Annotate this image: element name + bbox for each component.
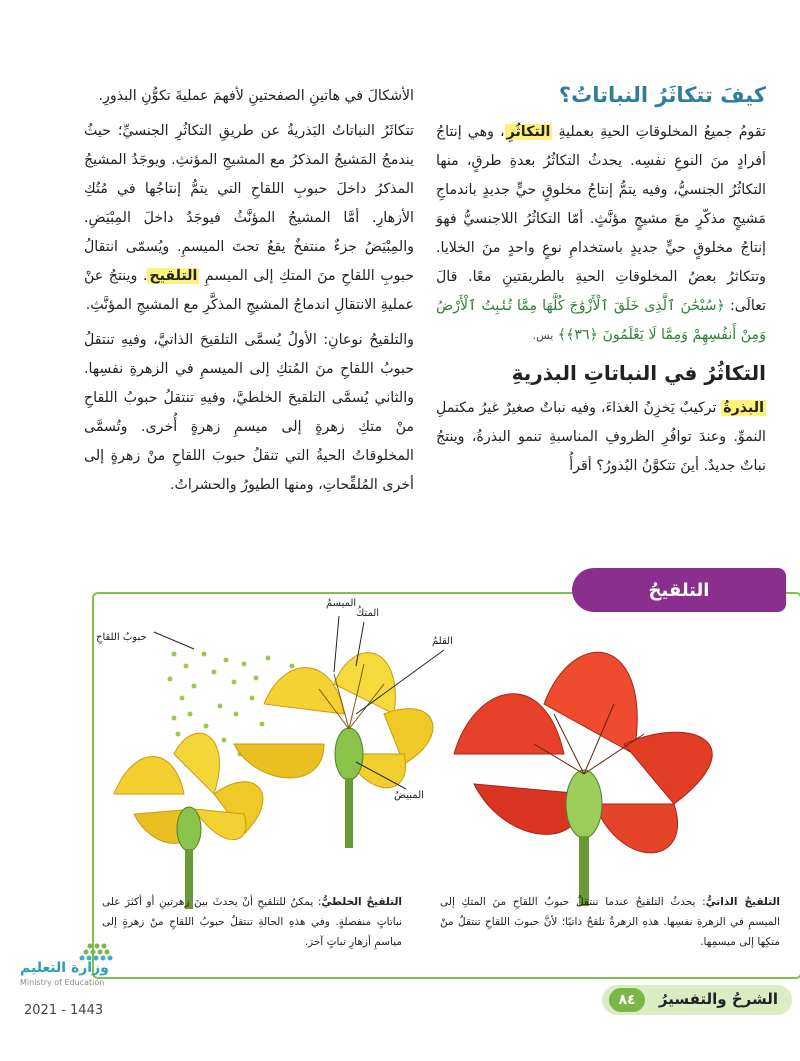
section-title: كيفَ تتكاثَرُ النباتاتُ؟ [558, 83, 766, 107]
caption-self-text: : يحدثُ التلقيحُ عندما تنتقلُ حبوبُ اللقاحِ منَ المتكِ إلى الميسمِ في الزهرةِ نفسِها. هذهِ الزهرةُ تلقحُ ذاتيًا؛ لأنَّ حبوبَ اللقاحِ تنتقلُ منْ متكِها إلى ميسمِها. [440, 896, 780, 948]
label-style: القلمُ [432, 636, 453, 647]
term-reproduction: التكاثُرِ [506, 124, 551, 140]
text-run: ، وهي إنتاجُ أفرادٍ منَ النوعِ نفسِه. يحدثُ التكاثُرُ بعدةِ طرقٍ، منها التكاثُرُ الجنسيُّ، وفيه يتمُّ إنتاجُ مخلوقٍ حيٍّ جديدٍ باندماجِ مَشيجٍ مذكّرٍ معَ مشيجٍ مؤنَّثٍ. أمّا التكاثُرُ اللاجنسيُّ فهوَ إنتاجُ مخلوقٍ حيٍّ جديدٍ باستخدامِ نوعٍ واحدٍ منَ الخلايا. وتتكاثرُ بعضُ المخلوقاتِ الحيةِ بالطريقتينِ معًا. قالَ تعالَى: [436, 124, 766, 314]
yellow-flower-large [234, 653, 433, 848]
red-flower [454, 652, 712, 906]
right-column [436, 80, 766, 487]
caption-cross-text: : يمكنُ للتلقيحِ أنْ يحدثَ بينَ زهرتينِ أو أكثرَ على نباتاتٍ منفصلةٍ. وفي هذهِ الحالةِ تنتقلُ حبوبُ اللقاحِ منْ زهرةٍ إلى مياسمِ أزهارِ نباتٍ آخرَ. [102, 896, 402, 948]
label-ovary: المبيضُ [394, 790, 424, 801]
paragraph-reproduction [436, 118, 766, 350]
text-run: . وينتجُ عنْ عمليةِ الانتقالِ اندماجُ المشيجِ المذكَّرِ مع المشيجِ المؤنَّثِ. [84, 268, 414, 313]
caption-cross-pollination [102, 892, 402, 952]
paragraph-seed [436, 394, 766, 481]
figure-tag: التلقيحُ [572, 568, 786, 612]
left-column [84, 82, 414, 506]
text-run: تركيبٌ يَخزِنُ الغذاءَ، وفيه نباتٌ صغيرٌ غيرُ مكتملِ النموِّ. وعندَ توافُرِ الظروفِ المناسبةِ تنمو البذرةُ، وينتجُ نباتٌ جديدٌ. أينَ تتكوَّنُ البُذورُ؟ أقرأُ [436, 400, 766, 474]
quran-verse: ﴿سُبْحَٰنَ ٱلَّذِى خَلَقَ ٱلْأَزْوَٰجَ كُلَّهَا مِمَّا تُنۢبِتُ ٱلْأَرْضُ وَمِنْ أَنفُسِهِمْ وَمِمَّا لَا يَعْلَمُونَ ﴿٣٦﴾﴾ [436, 298, 766, 343]
ministry-name-ar: وزارة التعليم [20, 960, 109, 976]
caption-self-pollination [440, 892, 780, 952]
term-seed: البذرةُ [723, 400, 764, 416]
footer-section: الشرحُ والتفسيرُ [658, 990, 778, 1008]
text-run: تتكاثَرُ النباتاتُ البَذريةُ عن طريقِ التكاثُرِ الجنسيِّ؛ حيثُ يندمجُ المَشيجُ المذكرُ مع المشيجِ المؤنثِ. ويوجَدُ المشيجُ المذكرُ داخلَ حبوبِ اللقاحِ التي يتمُّ إنتاجُها في مُتُكِ الأزهارِ. أمَّا المشيجُ المؤنَّثُ فيوجَدُ داخلَ المِبْيَضِ. والمِبْيَضُ جزءٌ منتفخٌ يقعُ تحتَ الميسمِ. ويُسمّى انتقالُ حبوبِ اللقاحِ منَ المتكِ إلى الميسمِ [84, 123, 414, 284]
quran-reference: يس. [532, 329, 554, 342]
label-anther: المتكُ [356, 608, 380, 619]
caption-cross-title: التلقيحُ الخلطيُّ [321, 896, 402, 908]
term-pollination: التلقيح [149, 268, 198, 284]
page-number: ٨٤ [609, 988, 645, 1012]
pollination-figure [92, 592, 800, 979]
yellow-flower-small [114, 733, 263, 909]
paragraph-continuation: الأشكالَ في هاتينِ الصفحتينِ لأفهمَ عمليةَ تكوُّنِ البذورِ. [98, 88, 414, 104]
subsection-title: التكاثُرُ في النباتاتِ البذريةِ [511, 361, 766, 385]
ministry-logo [20, 940, 120, 990]
label-stigma: الميسمُ [326, 598, 357, 609]
text-run: تقومُ جميعُ المخلوقاتِ الحيةِ بعمليةِ [552, 124, 766, 140]
caption-self-title: التلقيحُ الذاتيُّ [705, 896, 780, 908]
ministry-name-en: Ministry of Education [20, 978, 105, 987]
paragraph-pollination-types: والتلقيحُ نوعانِ: الأولُ يُسمَّى التلقيحَ الذاتيَّ، وفيهِ تنتقلُ حبوبُ اللقاحِ منَ المُتكِ إلى الميسمِ في الزهرةِ نفسِها. والثاني يُسمَّى التلقيحَ الخلطيَّ، وفيهِ تنتقلُ حبوبُ اللقاحِ منْ متكِ زهرةٍ إلى ميسمِ زهرةٍ أُخرى. وتُسمَّى المخلوقاتُ الحيةُ التي تنقلُ حبوبَ اللقاحِ منْ زهرةٍ إلى أخرى المُلقِّحاتِ، ومنها الطيورُ والحشراتُ. [84, 332, 414, 493]
label-pollen: حبوبُ اللقاحِ [96, 632, 147, 643]
year-label: 2021 - 1443 [24, 1003, 104, 1018]
paragraph-pollination [84, 117, 414, 320]
